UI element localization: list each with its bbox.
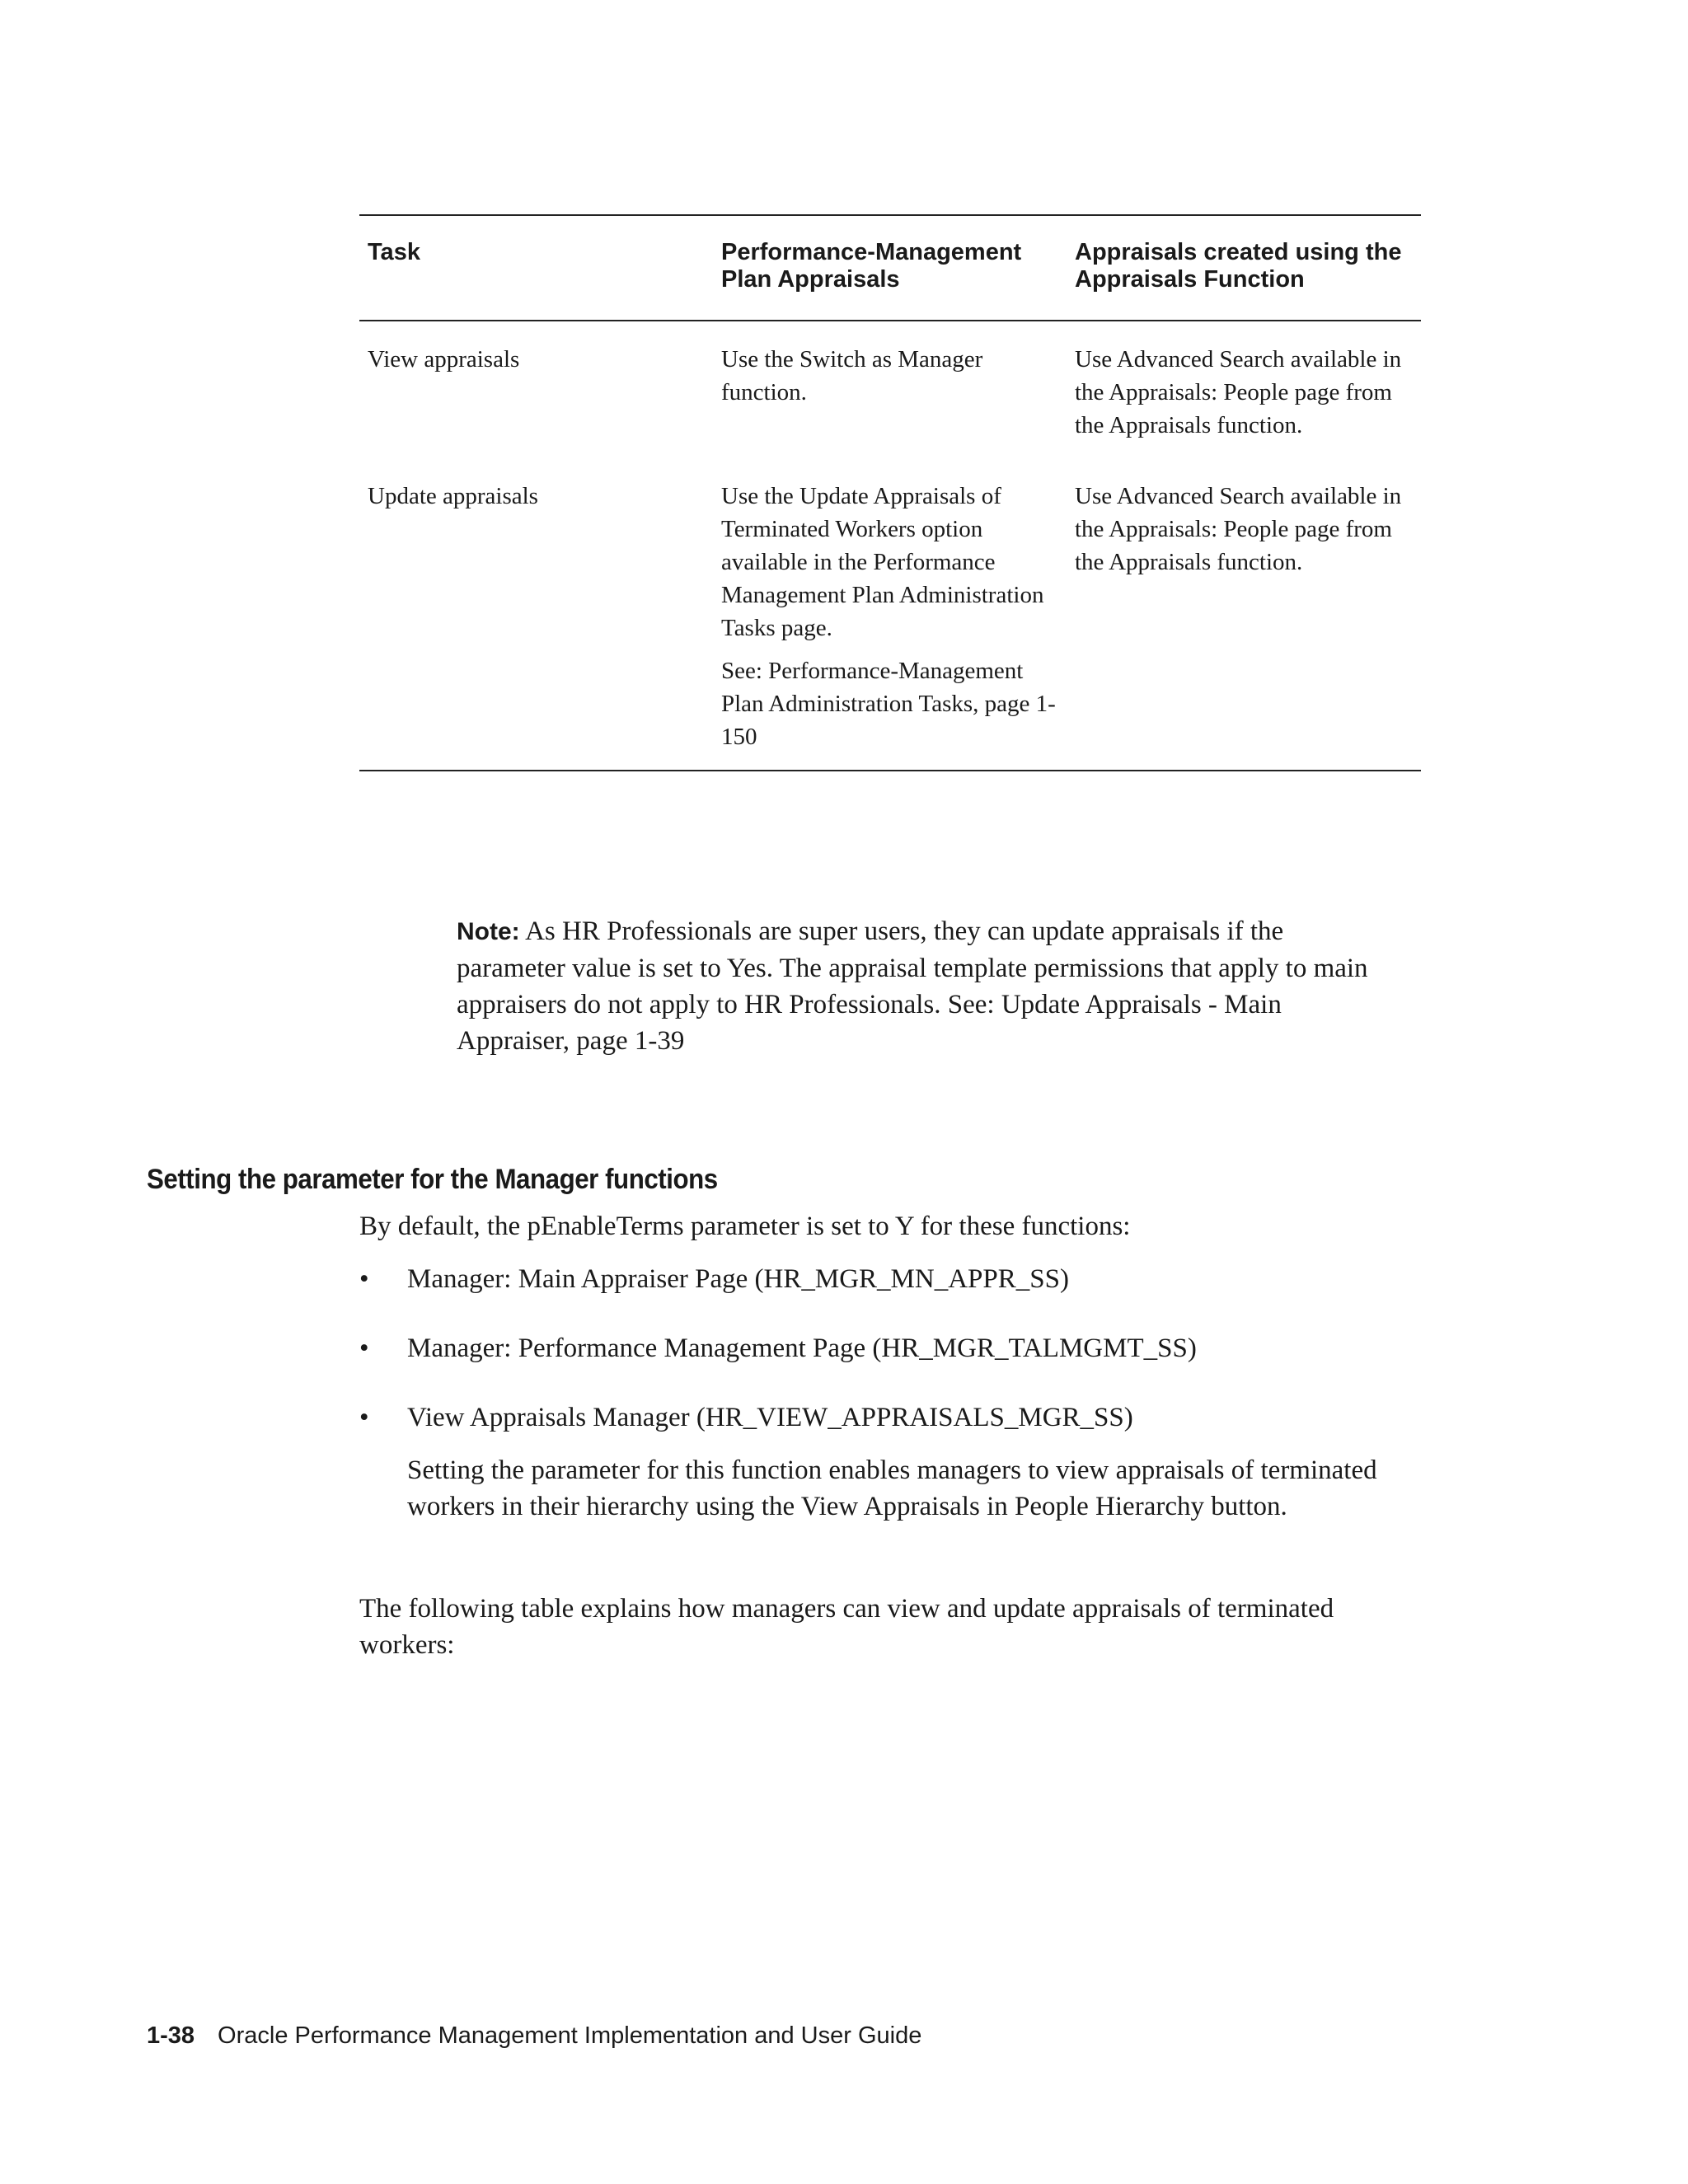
list-item-text: View Appraisals Manager (HR_VIEW_APPRAISALS_MGR_SS) (407, 1403, 1133, 1432)
list-item-text: Manager: Performance Management Page (HR_MGR_TALMGMT_SS) (407, 1333, 1197, 1363)
terminated-workers-table (359, 214, 1421, 771)
page-number: 1-38 (147, 2022, 195, 2049)
note-label: Note: (457, 918, 520, 945)
list-item (359, 1261, 1381, 1297)
table-row (359, 321, 1421, 480)
table-cell-text: Use the Switch as Manager function. (721, 346, 983, 405)
list-item-text: Manager: Main Appraiser Page (HR_MGR_MN_APPR_SS) (407, 1264, 1069, 1294)
list-item (359, 1399, 1381, 1525)
list-item-detail: Setting the parameter for this function enables managers to view appraisals of terminated workers in their hierarchy using the View Appraisals in People Hierarchy button. (407, 1455, 1377, 1521)
bullet-icon: • (359, 1333, 369, 1363)
table-cell-task: Update appraisals (368, 483, 538, 509)
table-cell-task: View appraisals (368, 346, 520, 373)
table-cell-appraisals-function: Use Advanced Search available in the Appraisals: People page from the Appraisals function. (1075, 346, 1402, 438)
book-title: Oracle Performance Management Implementation and User Guide (218, 2022, 922, 2049)
bullet-icon: • (359, 1264, 369, 1294)
function-list (359, 1261, 1381, 1558)
bullet-icon: • (359, 1403, 369, 1432)
column-header-task: Task (368, 239, 420, 265)
column-header-pm-plan: Performance-Management Plan Appraisals (721, 239, 1022, 293)
table-header-row (359, 215, 1421, 321)
table-row (359, 480, 1421, 771)
table-cell-text: Use the Update Appraisals of Terminated Workers option available in the Performance Management Plan Administration Tasks page. (721, 483, 1044, 641)
table-cell-pm-plan (713, 321, 1067, 480)
column-header-appraisals-function: Appraisals created using the Appraisals Function (1075, 239, 1402, 293)
closing-paragraph: The following table explains how managers can view and update appraisals of terminated workers: (359, 1594, 1334, 1660)
table-cell-pm-plan (713, 480, 1067, 771)
note-text: As HR Professionals are super users, they can update appraisals if the parameter value is set to Yes. The appraisal template permissions that apply to main appraisers do not apply to HR Professionals. See: Update Appraisals - Main Appraiser, page 1-39 (457, 916, 1368, 1056)
cross-reference-link[interactable]: See: Performance-Management Plan Administration Tasks, page 1-150 (721, 658, 1056, 750)
section-intro: By default, the pEnableTerms parameter is set to Y for these functions: (359, 1212, 1131, 1241)
table-cell-appraisals-function: Use Advanced Search available in the Appraisals: People page from the Appraisals function. (1075, 483, 1402, 575)
note-block (457, 913, 1380, 1059)
page-footer (147, 2021, 921, 2050)
list-item (359, 1330, 1381, 1366)
section-heading: Setting the parameter for the Manager functions (147, 1164, 718, 1195)
